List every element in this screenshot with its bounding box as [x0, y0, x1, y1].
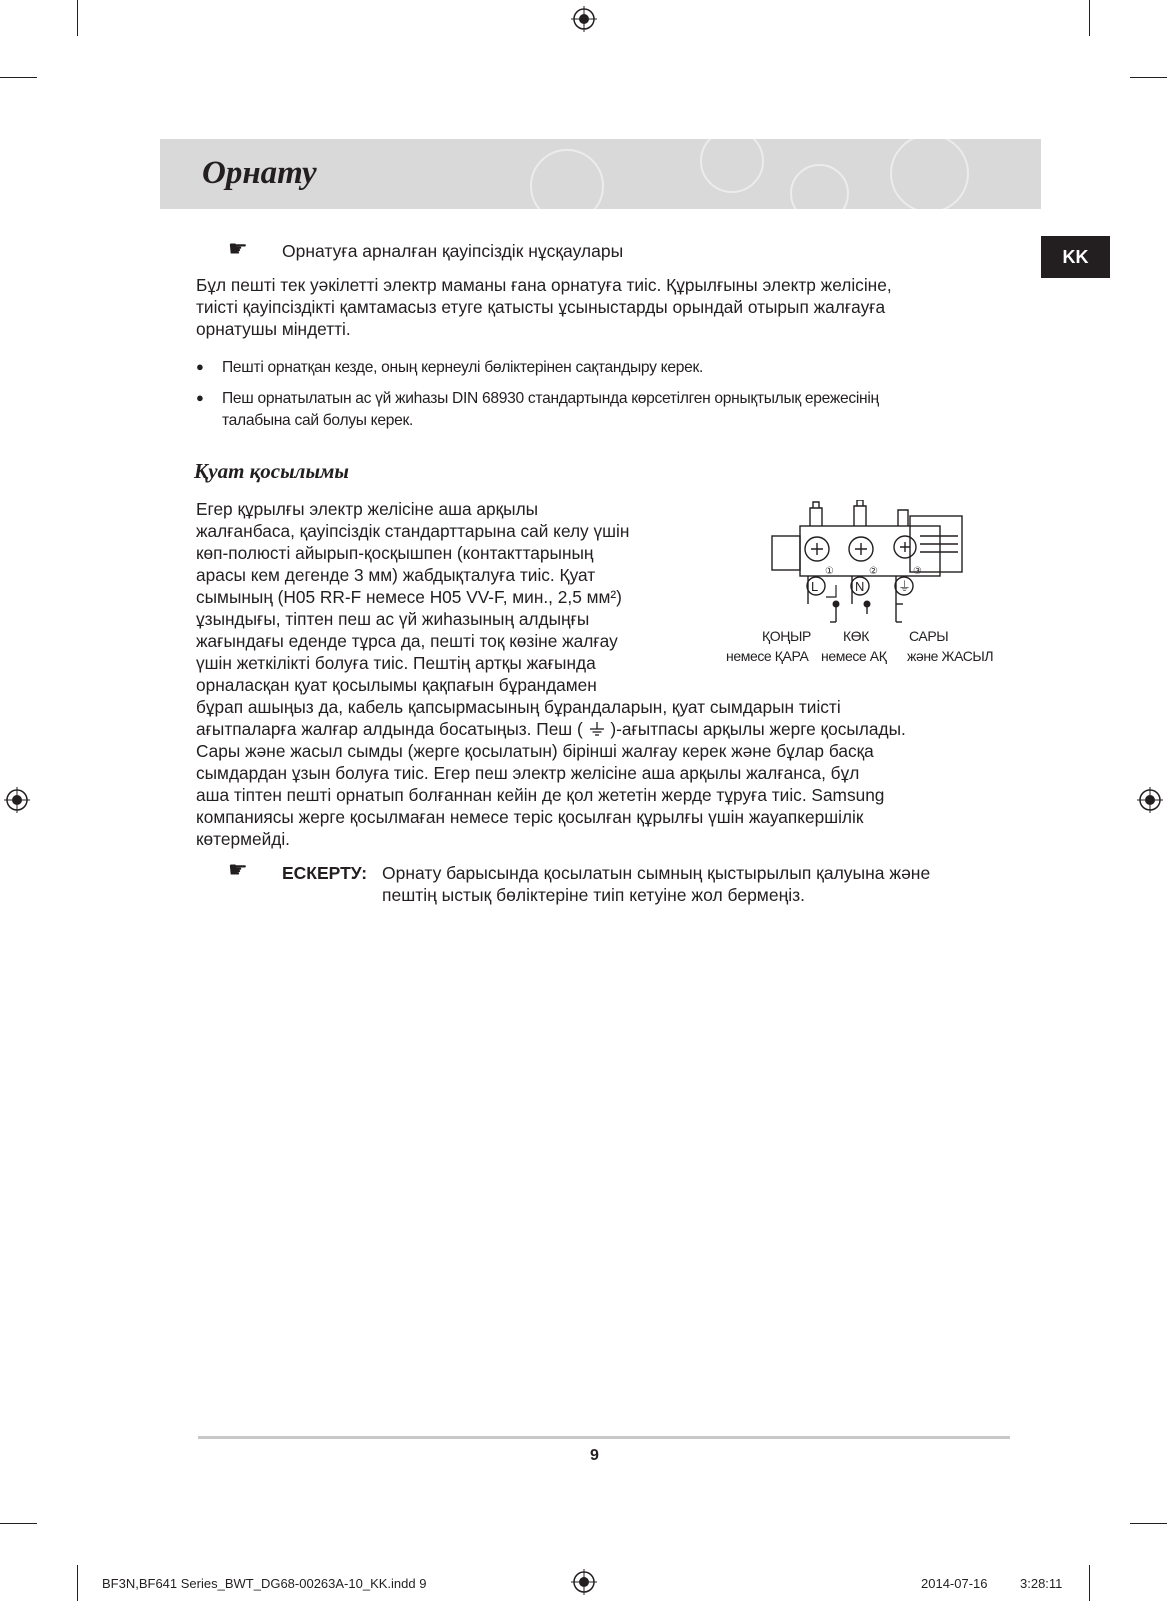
ground-symbol-icon: [588, 721, 606, 737]
safety-paragraph-line: тиісті қауіпсіздікті қамтамасыз етуге қатысты ұсыныстарды орындай отырып жалғауға: [196, 297, 886, 317]
slug-time: 3:28:11: [1020, 1576, 1063, 1591]
power-connection-heading: Қуат қосылымы: [194, 459, 349, 483]
power-paragraph-line: аша тіптен пешті орнатып болғаннан кейін де қол жететін жерде тұруға тиіс. Samsung: [196, 785, 885, 805]
wire-label-white: немесе АҚ: [821, 648, 887, 664]
terminal-block-diagram: [770, 500, 970, 630]
power-paragraph-line: арасы кем дегенде 3 мм) жабдықталуға тиіс. Қуат: [196, 565, 596, 585]
power-paragraph-line: жалғанбаса, қауіпсіздік стандарттарына сай келу үшін: [196, 521, 630, 541]
safety-paragraph-line: орнатушы міндетті.: [196, 319, 351, 339]
bullet-item: Пеш орнатылатын ас үй жиһазы DIN 68930 стандартында көрсетілген орнықтылық ережесінің: [222, 390, 879, 407]
registration-mark-icon: [571, 6, 597, 32]
page-title: Орнату: [202, 155, 317, 191]
power-paragraph-line: сымының (H05 RR-F немесе H05 VV-F, мин., 2,5 мм²): [196, 587, 622, 607]
terminal-number: ①: [825, 566, 834, 577]
power-paragraph-line: жағындағы еденде тұрса да, пешті тоқ көзіне жалғау: [196, 631, 618, 651]
power-paragraph-line: сымдардан ұзын болуға тиіс. Егер пеш электр желісіне аша арқылы жалғанса, бұл: [196, 763, 860, 783]
ground-line-prefix: ағытпаларға жалғар алдында босатыңыз. Пеш (: [196, 719, 583, 739]
wire-label-blue: КӨК: [843, 628, 870, 644]
terminal-letter-neutral: N: [855, 579, 865, 594]
bullet-item: Пешті орнатқан кезде, оның кернеулі бөліктерінен сақтандыру керек.: [222, 359, 704, 376]
safety-heading: Орнатуға арналған қауіпсіздік нұсқаулары: [282, 241, 624, 261]
slug-filename: BF3N,BF641 Series_BWT_DG68-00263A-10_KK.indd 9: [102, 1576, 427, 1591]
pointing-hand-icon: ☛: [228, 857, 248, 882]
power-paragraph-line: орналасқан қуат қосылымы қақпағын бұрандамен: [196, 675, 597, 695]
tomato-decoration-icon: [530, 149, 604, 209]
power-paragraph-line: үшін жеткілікті болуға тиіс. Пештің артқы жағында: [196, 653, 596, 673]
crop-mark: [1089, 0, 1090, 36]
tomato-decoration-icon: [890, 139, 969, 209]
crop-mark: [1130, 1523, 1167, 1524]
bullet-dot-icon: ●: [196, 359, 204, 374]
pointing-hand-icon: ☛: [228, 236, 248, 261]
registration-mark-icon: [571, 1569, 597, 1595]
crop-mark: [77, 0, 78, 36]
crop-mark: [0, 1523, 37, 1524]
power-paragraph-line: бұрап ашыңыз да, кабель қапсырмасының бұрандаларын, қуат сымдарын тиісті: [196, 697, 841, 717]
warning-text-line: Орнату барысында қосылатын сымның қыстырылып қалуына және: [382, 863, 931, 883]
registration-mark-icon: [1137, 787, 1163, 813]
slug-date: 2014-07-16: [921, 1576, 988, 1591]
footer-rule: [198, 1436, 1010, 1439]
tomato-decoration-icon: [700, 139, 764, 193]
power-paragraph-line: [196, 718, 906, 740]
wire-label-brown: ҚОҢЫР: [762, 628, 811, 644]
power-paragraph-line: Сары және жасыл сымды (жерге қосылатын) бірінші жалғау керек және бұлар басқа: [196, 741, 874, 761]
warning-text-line: пештің ыстық бөліктеріне тиіп кетуіне жол бермеңіз.: [382, 885, 806, 905]
page-number: 9: [590, 1447, 599, 1464]
terminal-letter-live: L: [811, 579, 819, 594]
registration-mark-icon: [4, 787, 30, 813]
bullet-item: талабына сай болуы керек.: [222, 412, 414, 429]
safety-paragraph-line: Бұл пешті тек уәкілетті электр маманы ғана орнатуға тиіс. Құрылғыны электр желісіне,: [196, 275, 892, 295]
power-paragraph-line: Егер құрылғы электр желісіне аша арқылы: [196, 499, 539, 519]
language-tab: KK: [1041, 236, 1110, 278]
crop-mark: [1089, 1565, 1090, 1601]
power-paragraph-line: көтермейді.: [196, 829, 290, 849]
wire-label-yellow: САРЫ: [909, 628, 949, 644]
wire-label-black: немесе ҚАРА: [726, 648, 809, 664]
ground-line-suffix: )-ағытпасы арқылы жерге қосылады.: [610, 719, 906, 739]
terminal-letter-ground: ⏚: [898, 580, 912, 595]
crop-mark: [1130, 77, 1167, 78]
bullet-dot-icon: ●: [196, 390, 204, 405]
crop-mark: [77, 1565, 78, 1601]
power-paragraph-line: компаниясы жерге қосылмаған немесе теріс қосылған құрылғы үшін жауапкершілік: [196, 807, 864, 827]
terminal-number: ②: [869, 566, 878, 577]
tomato-decoration-icon: [790, 164, 849, 209]
power-paragraph-line: көп-полюсті айырып-қосқышпен (контакттарының: [196, 543, 594, 563]
wire-label-green: және ЖАСЫЛ: [907, 648, 994, 664]
terminal-number: ③: [913, 566, 922, 577]
warning-label: ЕСКЕРТУ:: [282, 863, 368, 883]
power-paragraph-line: ұзындығы, тіптен пеш ас үй жиһазының алдыңғы: [196, 609, 590, 629]
crop-mark: [0, 77, 37, 78]
